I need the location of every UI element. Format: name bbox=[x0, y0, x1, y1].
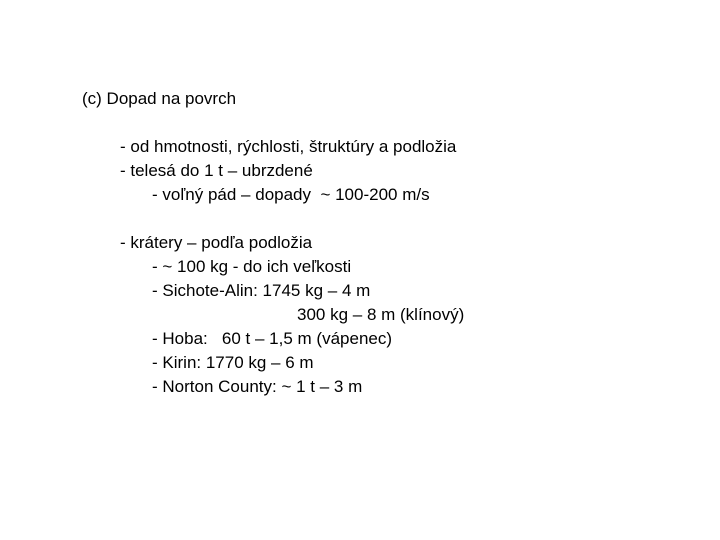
bullet-norton-county: - Norton County: ~ 1 t – 3 m bbox=[152, 377, 363, 396]
bullet-kirin: - Kirin: 1770 kg – 6 m bbox=[152, 353, 314, 372]
bullet-hoba: - Hoba: 60 t – 1,5 m (vápenec) bbox=[152, 329, 393, 348]
bullet-crater-size: - ~ 100 kg - do ich veľkosti bbox=[152, 257, 352, 276]
bullet-mass-speed-structure: - od hmotnosti, rýchlosti, štruktúry a podložia bbox=[120, 137, 457, 156]
bullet-sichote-alin: - Sichote-Alin: 1745 kg – 4 m bbox=[152, 281, 371, 300]
bullet-sichote-alin-second: 300 kg – 8 m (klínový) bbox=[297, 305, 465, 324]
slide-heading: (c) Dopad na povrch bbox=[82, 89, 237, 108]
bullet-bodies-braked: - telesá do 1 t – ubrzdené bbox=[120, 161, 313, 180]
bullet-free-fall-speed: - voľný pád – dopady ~ 100-200 m/s bbox=[152, 185, 430, 204]
bullet-craters: - krátery – podľa podložia bbox=[120, 233, 313, 252]
